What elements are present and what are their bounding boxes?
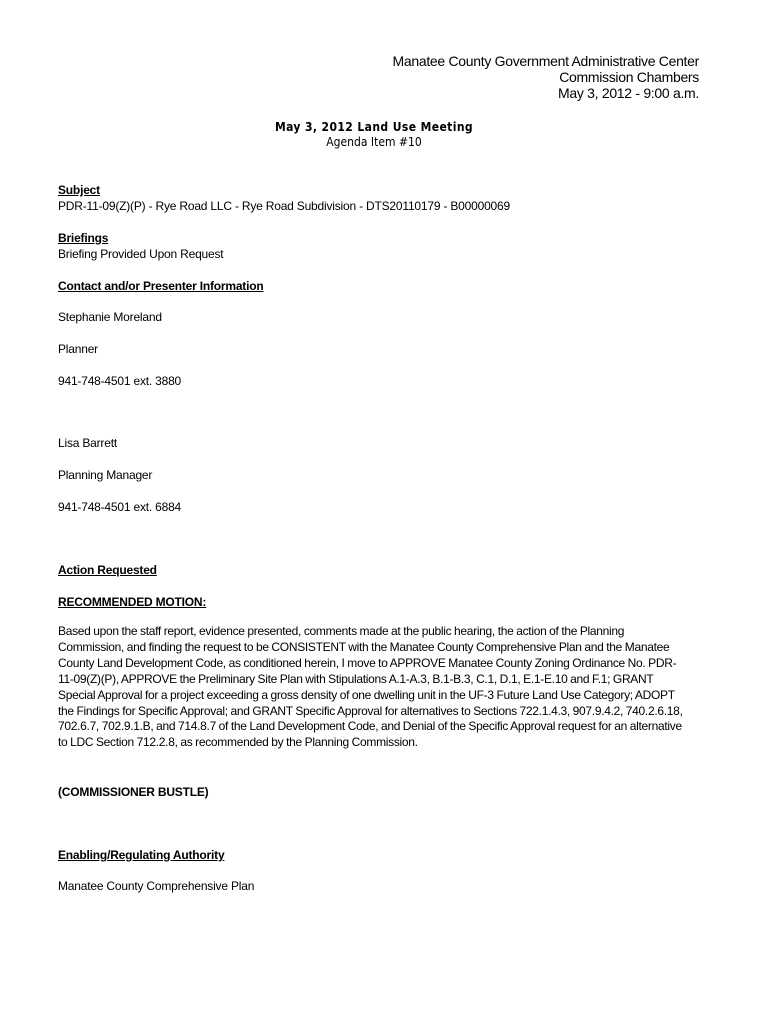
meeting-title: May 3, 2012 Land Use Meeting (274, 120, 474, 134)
meeting-block (0, 120, 748, 150)
contact-name: Stephanie Moreland (58, 310, 162, 324)
briefings-text: Briefing Provided Upon Request (58, 247, 224, 261)
header-location: Manatee County Government Administrative Center (392, 53, 699, 69)
action-heading: Action Requested (58, 563, 157, 577)
briefings-heading: Briefings (58, 231, 109, 245)
header-datetime: May 3, 2012 - 9:00 a.m. (558, 85, 699, 101)
contact-title: Planner (58, 342, 98, 356)
motion-heading: RECOMMENDED MOTION: (58, 595, 207, 609)
agenda-item: Agenda Item #10 (326, 135, 422, 149)
contact-heading: Contact and/or Presenter Information (58, 279, 264, 293)
contact-title: Planning Manager (58, 468, 153, 482)
contact-phone: 941-748-4501 ext. 3880 (58, 374, 182, 388)
document-header (393, 53, 700, 101)
commissioner-note: (COMMISSIONER BUSTLE) (58, 785, 209, 799)
contact-name: Lisa Barrett (58, 436, 117, 450)
subject-heading: Subject (58, 183, 100, 197)
authority-heading: Enabling/Regulating Authority (58, 848, 225, 862)
motion-text: Based upon the staff report, evidence presented, comments made at the public hearing, the action of the Planning Commission, and finding the request to be CONSISTENT with the Manatee County Comprehensive Plan and the Manatee County Land Development Code, as conditioned herein, I move to APPROVE Manatee County Zoning Ordinance No. PDR-11-09(Z)(P), APPROVE the Preliminary Site Plan with Stipulations A.1-A.3, B.1-B.3, C.1, D.1, E.1-E.10 and F.1; GRANT Special Approval for a project exceeding a gross density of one dwelling unit in the UF-3 Future Land Use Category; ADOPT the Findings for Specific Approval; and GRANT Specific Approval for alternatives to Sections 722.1.4.3, 907.9.4.2, 740.2.6.18, 702.6.7, 702.9.1.B, and 714.8.7 of the Land Development Code, and Denial of the Specific Approval request for an alternative to LDC Section 712.2.8, as recommended by the Planning Commission. (58, 624, 683, 750)
contact-phone: 941-748-4501 ext. 6884 (58, 500, 182, 514)
subject-text: PDR-11-09(Z)(P) - Rye Road LLC - Rye Road Subdivision - DTS20110179 - B00000069 (58, 199, 510, 213)
header-room: Commission Chambers (559, 69, 699, 85)
authority-text: Manatee County Comprehensive Plan (58, 879, 255, 893)
